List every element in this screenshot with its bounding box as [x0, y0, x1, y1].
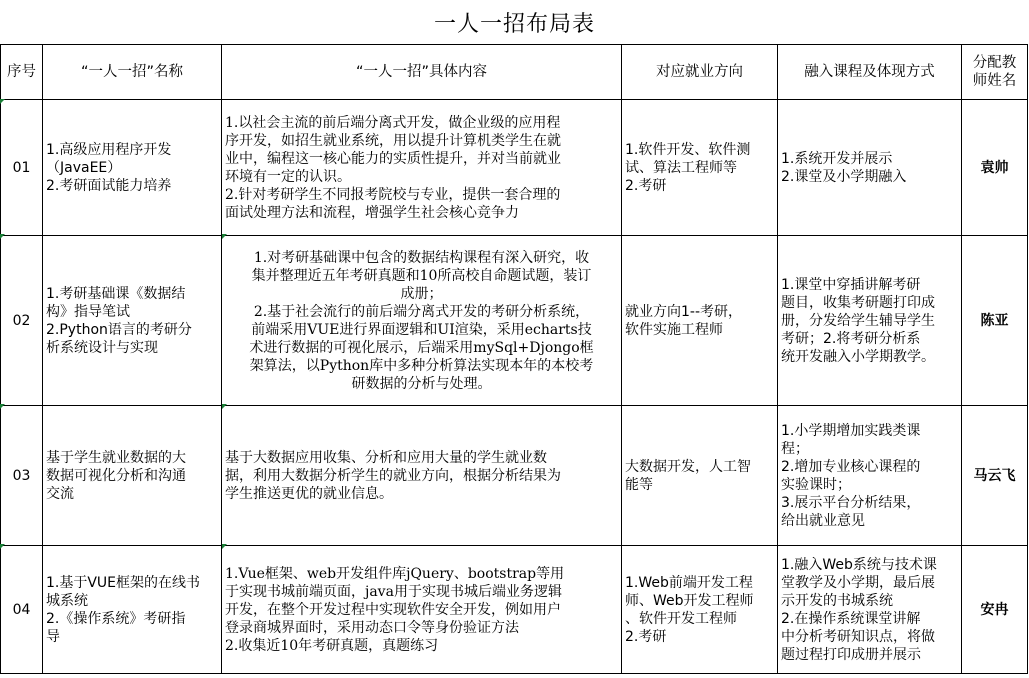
content-line: 据，利用大数据分析学生的就业方向，根据分析结果为 — [225, 467, 561, 484]
table-row — [1, 406, 1028, 546]
name-line: 2.《操作系统》考研指 — [46, 610, 186, 627]
content-line: 环境有一定的认识。 — [225, 168, 351, 185]
row-seq[interactable]: 03 — [1, 406, 43, 546]
table-row — [1, 236, 1028, 406]
job-line: 就业方向1--考研， — [625, 303, 743, 320]
content-line: 2.收集近10年考研真题，真题练习 — [225, 637, 439, 654]
row-job[interactable] — [622, 100, 778, 236]
job-line: 试、算法工程师等 — [625, 159, 737, 176]
header-teacher-line1: 分配教 — [972, 55, 1017, 71]
job-line: 1.软件开发、软件测 — [625, 141, 751, 158]
course-line: 2.增加专业核心课程的 — [781, 458, 921, 475]
name-line: 构》指导笔试 — [46, 303, 130, 320]
header-name: “一人一招”名称 — [43, 45, 222, 100]
content-line: 序开发，如招生就业系统，用以提升计算机类学生在就 — [225, 132, 561, 149]
job-line: 软件实施工程师 — [625, 321, 723, 338]
header-job: 对应就业方向 — [622, 45, 778, 100]
row-job[interactable] — [622, 406, 778, 546]
name-line: （JavaEE） — [46, 159, 122, 176]
course-line: 实验课时； — [781, 476, 851, 493]
row-course[interactable] — [778, 406, 962, 546]
content-line: 前端采用VUE进行界面逻辑和UI渲染，采用echarts技 — [251, 321, 592, 338]
name-line: 城系统 — [46, 592, 88, 609]
course-line: 考研；2.将考研分析系 — [781, 330, 921, 347]
name-line: 1.高级应用程序开发 — [46, 141, 172, 158]
course-line: 题过程打印成册并展示 — [781, 646, 921, 663]
name-line: 交流 — [46, 485, 74, 502]
course-line: 给出就业意见 — [781, 512, 865, 529]
course-line: 2.课堂及小学期融入 — [781, 168, 907, 185]
row-teacher[interactable]: 陈亚 — [962, 236, 1028, 406]
header-teacher-line2: 师姓名 — [972, 73, 1017, 89]
row-name[interactable] — [43, 406, 222, 546]
row-job[interactable] — [622, 236, 778, 406]
name-line: 数据可视化分析和沟通 — [46, 467, 186, 484]
content-line: 登录商城界面时，采用动态口令等身份验证方法 — [225, 619, 519, 636]
row-content[interactable] — [222, 406, 622, 546]
cell-corner-marker — [0, 234, 5, 239]
cell-corner-marker — [222, 404, 227, 409]
cell-corner-marker — [222, 544, 227, 549]
content-line: 2.基于社会流行的前后端分离式开发的考研分析系统， — [253, 303, 590, 320]
content-line: 架算法，以Python库中多种分析算法实现本年的本校考 — [249, 357, 594, 374]
course-line: 册，分发给学生辅导学生 — [781, 312, 935, 329]
content-line: 研数据的分析与处理。 — [351, 375, 492, 392]
course-line: 中分析考研知识点，将做 — [781, 628, 935, 645]
row-teacher[interactable]: 袁帅 — [962, 100, 1028, 236]
row-teacher[interactable]: 马云飞 — [962, 406, 1028, 546]
job-line: 能等 — [625, 476, 653, 493]
header-row — [1, 45, 1028, 100]
name-line: 2.考研面试能力培养 — [46, 177, 172, 194]
page-title: 一人一招布局表 — [433, 11, 595, 37]
row-course[interactable] — [778, 100, 962, 236]
row-name[interactable] — [43, 100, 222, 236]
content-line: 基于大数据应用收集、分析和应用大量的学生就业数 — [225, 449, 547, 466]
course-line: 示开发的书城系统 — [781, 592, 893, 609]
course-line: 堂教学及小学期，最后展 — [781, 574, 935, 591]
content-line: 成册； — [400, 285, 443, 302]
course-line: 1.系统开发并展示 — [781, 150, 893, 167]
name-line: 2.Python语言的考研分 — [46, 321, 192, 338]
row-course[interactable] — [778, 546, 962, 674]
cell-corner-marker — [0, 544, 5, 549]
row-seq[interactable]: 04 — [1, 546, 43, 674]
course-line: 3.展示平台分析结果， — [781, 494, 921, 511]
job-line: 1.Web前端开发工程 — [625, 574, 753, 591]
job-line: 大数据开发，人工智 — [625, 458, 751, 475]
content-line: 1.以社会主流的前后端分离式开发，做企业级的应用程 — [225, 114, 561, 131]
course-line: 题目，收集考研题打印成 — [781, 294, 935, 311]
row-seq[interactable]: 01 — [1, 100, 43, 236]
row-name[interactable] — [43, 546, 222, 674]
content-line: 于实现书城前端页面，java用于实现书城后端业务逻辑 — [225, 583, 562, 600]
row-name[interactable] — [43, 236, 222, 406]
course-line: 1.小学期增加实践类课 — [781, 422, 921, 439]
row-content[interactable] — [222, 546, 622, 674]
table-row — [1, 100, 1028, 236]
name-line: 1.基于VUE框架的在线书 — [46, 574, 201, 591]
row-job[interactable] — [622, 546, 778, 674]
header-course: 融入课程及体现方式 — [778, 45, 962, 100]
content-line: 1.Vue框架、web开发组件库jQuery、bootstrap等用 — [225, 565, 565, 582]
name-line: 析系统设计与实现 — [46, 339, 158, 356]
header-content: “一人一招”具体内容 — [222, 45, 622, 100]
row-teacher[interactable]: 安冉 — [962, 546, 1028, 674]
cell-corner-marker — [0, 404, 5, 409]
job-line: 、软件开发工程师 — [625, 610, 737, 627]
content-line: 术进行数据的可视化展示，后端采用mySql+Djongo框 — [249, 339, 594, 356]
course-line: 统开发融入小学期教学。 — [781, 348, 935, 365]
cell-corner-marker — [222, 234, 227, 239]
content-line: 2.针对考研学生不同报考院校与专业，提供一套合理的 — [225, 186, 561, 203]
row-seq[interactable]: 02 — [1, 236, 43, 406]
job-line: 师、Web开发工程师 — [625, 592, 754, 609]
course-line: 1.课堂中穿插讲解考研 — [781, 276, 921, 293]
row-content[interactable] — [222, 100, 622, 236]
name-line: 基于学生就业数据的大 — [46, 449, 186, 466]
course-line: 1.融入Web系统与技术课 — [781, 556, 937, 573]
content-line: 学生推送更优的就业信息。 — [225, 485, 393, 502]
header-teacher — [962, 45, 1028, 100]
content-line: 面试处理方法和流程，增强学生社会核心竞争力 — [225, 204, 519, 221]
course-line: 程； — [781, 440, 809, 457]
name-line: 1.考研基础课《数据结 — [46, 285, 186, 302]
course-line: 2.在操作系统课堂讲解 — [781, 610, 921, 627]
content-line: 1.对考研基础课中包含的数据结构课程有深入研究，收 — [253, 249, 590, 266]
content-line: 开发，在整个开发过程中实现软件安全开发，例如用户 — [225, 601, 561, 618]
name-line: 导 — [46, 628, 60, 645]
row-content[interactable] — [222, 236, 622, 406]
job-line: 2.考研 — [625, 628, 667, 645]
content-line: 业中，编程这一核心能力的实质性提升，并对当前就业 — [225, 150, 561, 167]
row-course[interactable] — [778, 236, 962, 406]
layout-table — [0, 44, 1028, 674]
table-row — [1, 546, 1028, 674]
header-seq: 序号 — [1, 45, 43, 100]
cell-corner-marker — [0, 99, 5, 104]
job-line: 2.考研 — [625, 177, 667, 194]
content-line: 集并整理近五年考研真题和10所高校自命题试题，装订 — [251, 267, 592, 284]
